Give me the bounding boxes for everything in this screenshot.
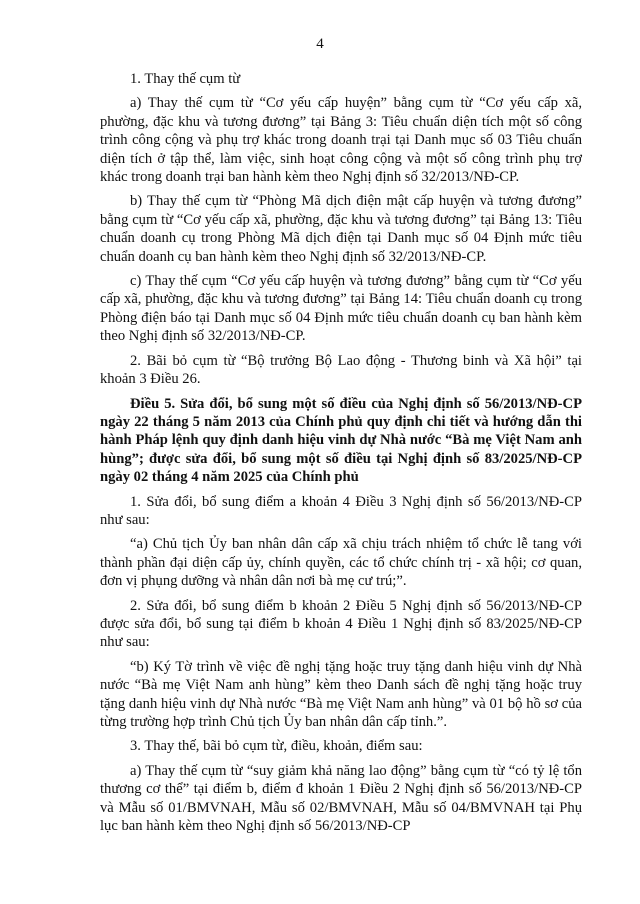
paragraph: “b) Ký Tờ trình về việc đề nghị tặng hoặc truy tặng danh hiệu vinh dự Nhà nước “Bà mẹ Việt Nam anh hùng” kèm theo Danh sách đề nghị tặng hoặc truy tặng danh hiệu vinh dự Nhà nước “Bà mẹ Việt Nam anh hùng” và 01 bộ hồ sơ của từng trường hợp trình Chủ tịch Ủy ban nhân dân cấp tỉnh.”. [100,658,582,730]
document-body [100,70,582,841]
paragraph: a) Thay thế cụm từ “suy giảm khả năng lao động” bằng cụm từ “có tỷ lệ tổn thương cơ thể” tại điểm b, điểm đ khoản 1 Điều 2 Nghị định số 56/2013/NĐ-CP và Mẫu số 01/BMVNAH, Mẫu số 02/BMVNAH, Mẫu số 04/BMVNAH tại Phụ lục ban hành kèm theo Nghị định số 56/2013/NĐ-CP [100,762,582,835]
paragraph: c) Thay thế cụm “Cơ yếu cấp huyện và tương đương” bằng cụm từ “Cơ yếu cấp xã, phường, đặc khu và tương đương” tại Bảng 14: Tiêu chuẩn doanh cụ trong Phòng điện báo tại Danh mục số 04 Định mức tiêu chuẩn doanh cụ ban hành kèm theo Nghị định số 32/2013/NĐ-CP. [100,273,582,345]
paragraph: “a) Chủ tịch Ủy ban nhân dân cấp xã chịu trách nhiệm tổ chức lễ tang với thành phần đại diện cấp ủy, chính quyền, các tổ chức chính trị - xã hội; cơ quan, đơn vị phụng dưỡng và nhân dân nơi bà mẹ cư trú;”. [100,536,582,590]
paragraph: 1. Sửa đổi, bổ sung điểm a khoản 4 Điều 3 Nghị định số 56/2013/NĐ-CP như sau: [100,493,582,528]
paragraph: 3. Thay thế, bãi bỏ cụm từ, điều, khoản, điểm sau: [130,738,423,755]
paragraph: b) Thay thế cụm từ “Phòng Mã dịch điện mật cấp huyện và tương đương” bằng cụm từ “Cơ yếu cấp xã, phường, đặc khu và tương đương” tại Bảng 13: Tiêu chuẩn doanh cụ trong Phòng Mã dịch điện tại Danh mục số 04 Định mức tiêu chuẩn doanh cụ ban hành kèm theo Nghị định số 32/2013/NĐ-CP. [100,193,582,265]
paragraph: 1. Thay thế cụm từ [130,71,241,87]
paragraph: 2. Sửa đổi, bổ sung điểm b khoản 2 Điều 5 Nghị định số 56/2013/NĐ-CP được sửa đổi, bổ sung tại điểm b khoản 4 Điều 1 Nghị định số 83/2025/NĐ-CP như sau: [100,597,582,651]
paragraph: 2. Bãi bỏ cụm từ “Bộ trưởng Bộ Lao động - Thương binh và Xã hội” tại khoản 3 Điều 26. [100,352,582,388]
paragraph: a) Thay thế cụm từ “Cơ yếu cấp huyện” bằng cụm từ “Cơ yếu cấp xã, phường, đặc khu và tương đương” tại Bảng 3: Tiêu chuẩn diện tích một số công trình công cộng và phụ trợ khác trong doanh trại tại Danh mục số 03 Tiêu chuẩn diện tích ở tập thể, làm việc, sinh hoạt công cộng và một số công trình phụ trợ khác trong doanh trại ban hành kèm theo Nghị định số 32/2013/NĐ-CP. [100,95,582,186]
page-number: 4 [316,36,324,52]
article-heading: Điều 5. Sửa đổi, bổ sung một số điều của Nghị định số 56/2013/NĐ-CP ngày 22 tháng 5 năm 2013 của Chính phủ quy định chi tiết và hướng dẫn thi hành Pháp lệnh quy định danh hiệu vinh dự Nhà nước “Bà mẹ Việt Nam anh hùng”; được sửa đổi, bổ sung một số điều tại Nghị định số 83/2025/NĐ-CP ngày 02 tháng 4 năm 2025 của Chính phủ [100,395,582,486]
